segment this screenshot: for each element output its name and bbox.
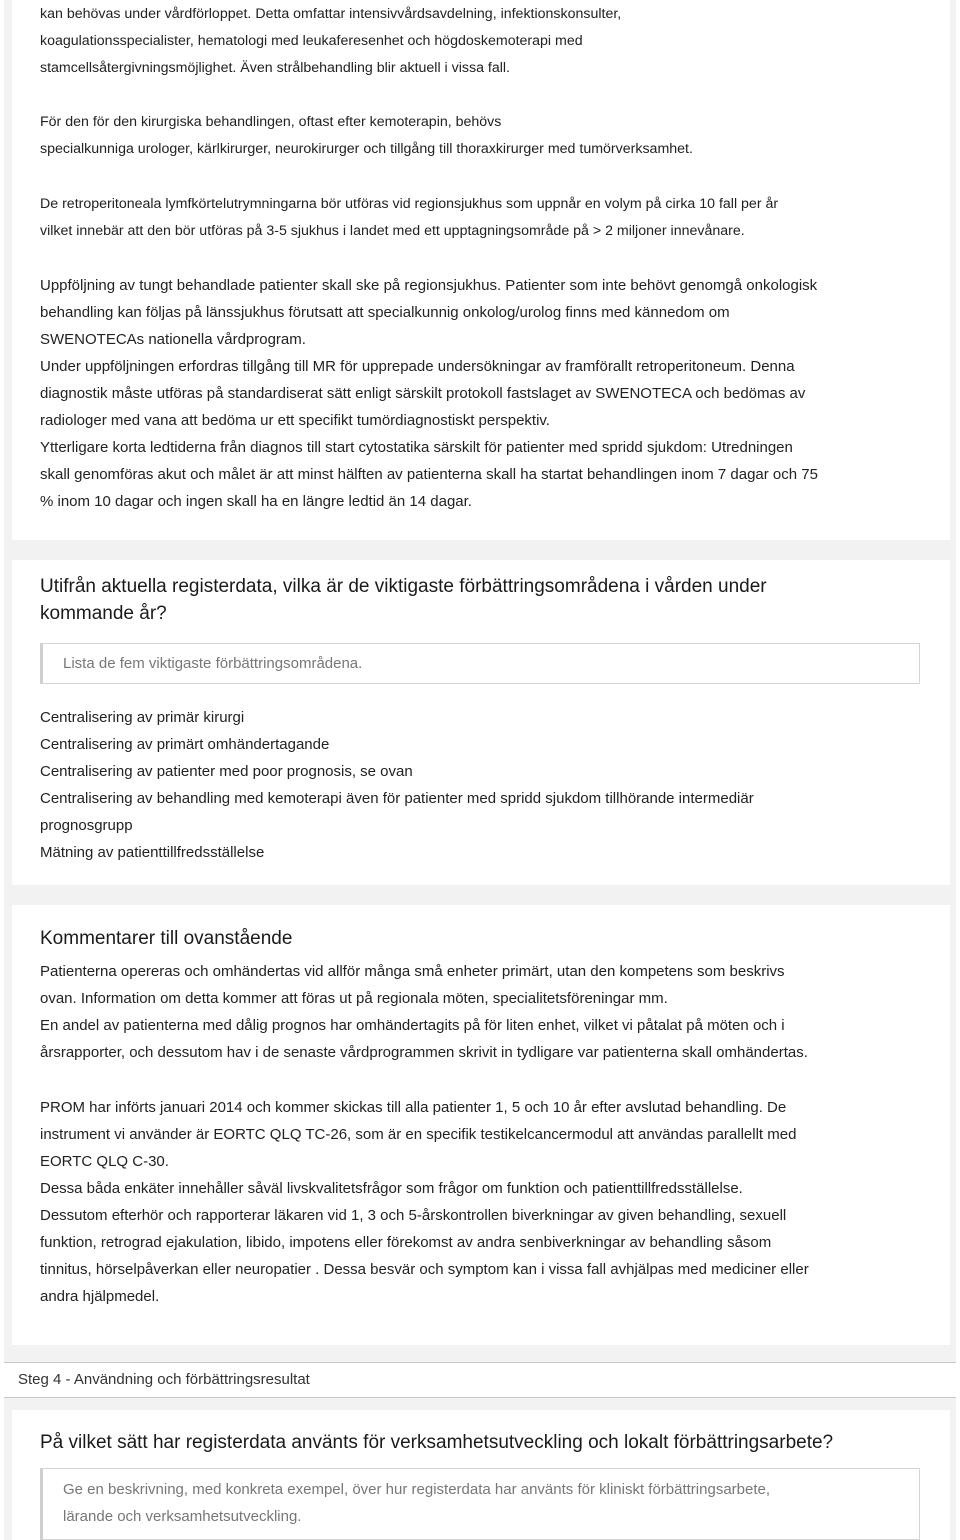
text-line: specialkunniga urologer, kärlkirurger, neurokirurger och tillgång till thoraxkirurger med tumörverksamhet.	[40, 141, 693, 157]
text-line: behandling kan följas på länssjukhus förutsatt att specialkunnig onkolog/urolog finns med kännedom om	[40, 304, 730, 321]
answer-line: Centralisering av primär kirurgi	[40, 709, 245, 726]
text-line: För den för den kirurgiska behandlingen, oftast efter kemoterapin, behövs	[40, 114, 502, 130]
text-line: PROM har införts januari 2014 och kommer skickas till alla patienter 1, 5 och 10 år efter avslutad behandling. De	[40, 1099, 787, 1116]
comments-block-1	[40, 958, 930, 1066]
text-line: SWENOTECAs nationella vårdprogram.	[40, 331, 306, 348]
answer-line: prognosgrupp	[40, 817, 133, 834]
answer-line: Centralisering av patienter med poor prognosis, se ovan	[40, 763, 413, 780]
text-line: En andel av patienterna med dålig prognos har omhändertagits på för liten enhet, vilket vi påtalat på möten och i	[40, 1017, 785, 1034]
comments-card	[12, 905, 950, 1345]
comments-block-2	[40, 1094, 930, 1310]
text-line: % inom 10 dagar och ingen skall ha en längre ledtid än 14 dagar.	[40, 493, 472, 510]
text-line: Uppföljning av tungt behandlade patienter skall ske på regionsjukhus. Patienter som inte behövt genomgå onkologisk	[40, 277, 818, 294]
question-line: Utifrån aktuella registerdata, vilka är de viktigaste förbättringsområdena i vården under	[40, 576, 767, 597]
usage-card	[12, 1410, 950, 1540]
continued-text-card	[12, 0, 950, 540]
text-line: årsrapporter, och dessutom hav i de senaste vårdprogrammen skrivit in tydligare var patienterna skall omhändertas.	[40, 1044, 808, 1061]
text-line: kan behövas under vårdförloppet. Detta omfattar intensivvårdsavdelning, infektionskonsulter,	[40, 6, 622, 22]
hint-line: lärande och verksamhetsutveckling.	[63, 1508, 302, 1525]
answer-line: Centralisering av primärt omhändertagande	[40, 736, 330, 753]
text-line: Patienterna opereras och omhändertas vid allför många små enheter primärt, utan den kompetens som beskrivs	[40, 963, 785, 980]
question-line: kommande år?	[40, 603, 167, 624]
text-line: Under uppföljningen erfordras tillgång till MR för upprepade undersökningar av framförallt retroperitoneum. Denna	[40, 358, 795, 375]
text-line: instrument vi använder är EORTC QLQ TC-26, som är en specifik testikelcancermodul att användas parallellt med	[40, 1126, 797, 1143]
hint-box	[40, 643, 920, 684]
usage-hint-box	[40, 1468, 920, 1540]
text-line: radiologer med vana att bedöma ur ett specifikt tumördiagnostiskt perspektiv.	[40, 412, 550, 429]
hint-text: Lista de fem viktigaste förbättringsområdena.	[63, 655, 363, 672]
text-line: skall genomföras akut och målet är att minst hälften av patienterna skall ha startat behandlingen inom 7 dagar och 75	[40, 466, 818, 483]
text-line: EORTC QLQ C-30.	[40, 1153, 169, 1170]
text-line: ovan. Information om detta kommer att föras ut på regionala möten, specialitetsföreningar mm.	[40, 990, 668, 1007]
answer-text	[40, 704, 930, 866]
step-header	[4, 1362, 956, 1398]
paragraph-surgical-specialists	[40, 109, 930, 163]
text-line: vilket innebär att den bör utföras på 3-5 sjukhus i landet med ett upptagningsområde på > 2 miljoner innevånare.	[40, 223, 745, 239]
text-line: koagulationsspecialister, hematologi med leukaferesenhet och högdoskemoterapi med	[40, 33, 583, 49]
question-title	[40, 573, 930, 627]
improvement-areas-card	[12, 560, 950, 885]
hint-line: Ge en beskrivning, med konkreta exempel, över hur registerdata har använts för kliniskt förbättringsarbete,	[63, 1481, 771, 1498]
text-line: funktion, retrograd ejakulation, libido, impotens eller förekomst av andra senbiverkningar av behandling såsom	[40, 1234, 772, 1251]
step-title: Steg 4 - Användning och förbättringsresultat	[18, 1371, 310, 1388]
text-line: andra hjälpmedel.	[40, 1288, 160, 1305]
text-line: stamcellsåtergivningsmöjlighet. Även strålbehandling blir aktuell i vissa fall.	[40, 60, 510, 76]
text-line: diagnostik måste utföras på standardiserat sätt enligt särskilt protokoll fastslaget av SWENOTECA och bedömas av	[40, 385, 806, 402]
answer-line: Centralisering av behandling med kemoterapi även för patienter med spridd sjukdom tillhörande intermediär	[40, 790, 754, 807]
answer-line: Mätning av patienttillfredsställelse	[40, 844, 265, 861]
paragraph-follow-up	[40, 272, 930, 515]
text-line: Dessutom efterhör och rapporterar läkaren vid 1, 3 och 5-årskontrollen biverkningar av given behandling, sexuell	[40, 1207, 787, 1224]
text-line: De retroperitoneala lymfkörtelutrymningarna bör utföras vid regionsjukhus som uppnår en volym på cirka 10 fall per år	[40, 196, 779, 212]
comments-title: Kommentarer till ovanstående	[40, 928, 293, 949]
text-line: Ytterligare korta ledtiderna från diagnos till start cytostatika särskilt för patienter med spridd sjukdom: Utredningen	[40, 439, 793, 456]
text-line: Dessa båda enkäter innehåller såväl livskvalitetsfrågor som frågor om funktion och patienttillfredsställelse.	[40, 1180, 743, 1197]
paragraph-care-resources	[40, 1, 930, 82]
usage-question: På vilket sätt har registerdata använts för verksamhetsutveckling och lokalt förbättringsarbete?	[40, 1432, 834, 1453]
text-line: tinnitus, hörselpåverkan eller neuropatier . Dessa besvär och symptom kan i vissa fall avhjälpas med mediciner eller	[40, 1261, 809, 1278]
paragraph-lymph-node-surgery	[40, 191, 930, 245]
